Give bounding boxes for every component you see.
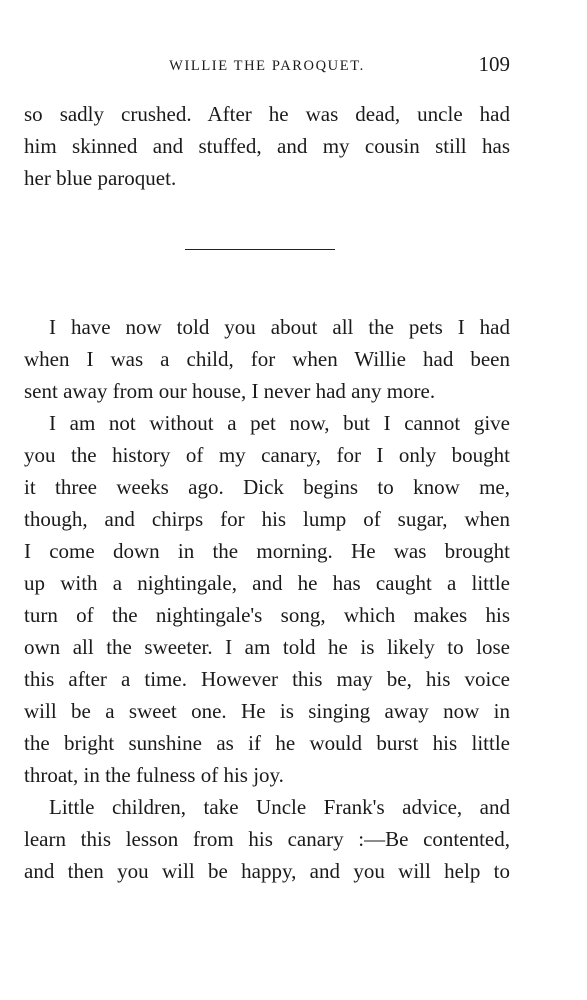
text-line: I am not without a pet now, but I cannot give <box>49 411 510 435</box>
text-line: throat, in the fulness of his joy. <box>24 763 284 787</box>
text-line: own all the sweeter. I am told he is likely to lose <box>24 635 510 659</box>
text-line: I come down in the morning. He was brought <box>24 539 510 563</box>
text-line: will be a sweet one. He is singing away now in <box>24 699 510 723</box>
page-header <box>24 52 510 82</box>
text-line: sent away from our house, I never had any more. <box>24 379 436 403</box>
text-line: up with a nightingale, and he has caught a little <box>24 571 510 595</box>
text-line: this after a time. However this may be, his voice <box>24 667 510 691</box>
text-line: learn this lesson from his canary :—Be contented, <box>24 827 510 851</box>
text-line: though, and chirps for his lump of sugar, when <box>24 507 510 531</box>
section-divider <box>185 249 335 250</box>
text-line: I have now told you about all the pets I had <box>49 315 510 339</box>
paragraph-1 <box>24 98 510 194</box>
body-text <box>24 311 510 887</box>
text-line: when I was a child, for when Willie had been <box>24 347 510 371</box>
text-line: the bright sunshine as if he would burst his little <box>24 731 510 755</box>
text-line: him skinned and stuffed, and my cousin still has <box>24 134 510 158</box>
page-number: 109 <box>478 52 510 76</box>
text-line: her blue paroquet. <box>24 166 177 190</box>
text-line: you the history of my canary, for I only bought <box>24 443 510 467</box>
text-line: turn of the nightingale's song, which makes his <box>24 603 510 627</box>
text-line: Little children, take Uncle Frank's advice, and <box>49 795 510 819</box>
text-line: it three weeks ago. Dick begins to know me, <box>24 475 510 499</box>
running-head: WILLIE THE PAROQUET. <box>169 58 365 74</box>
text-line: so sadly crushed. After he was dead, uncle had <box>24 102 510 126</box>
text-line: and then you will be happy, and you will help to <box>24 859 510 883</box>
